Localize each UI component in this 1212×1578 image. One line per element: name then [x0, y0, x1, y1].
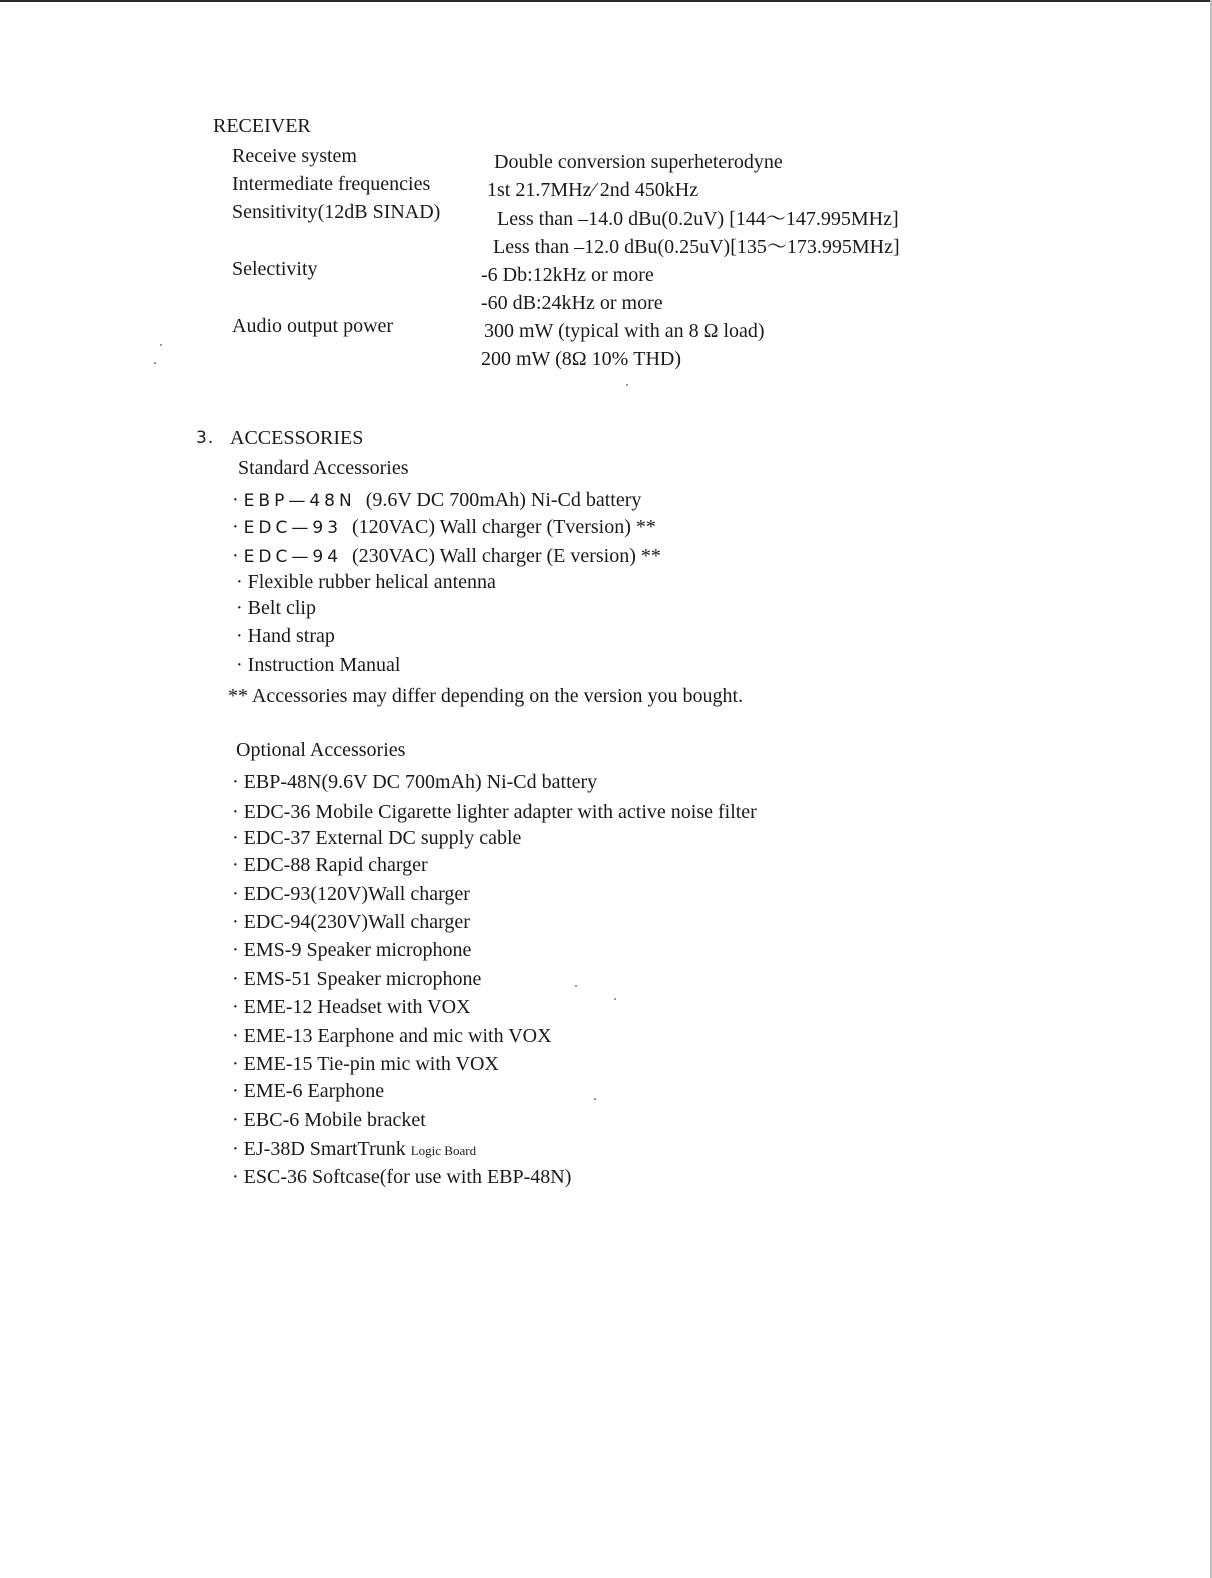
list-item	[236, 624, 335, 648]
item-text: Belt clip	[247, 597, 316, 619]
list-item	[236, 570, 496, 594]
list-item	[232, 910, 470, 934]
list-item	[232, 1108, 426, 1132]
list-item	[232, 995, 471, 1019]
scan-edge-top	[0, 0, 1212, 2]
bullet: ·	[232, 516, 244, 538]
list-item	[232, 1137, 476, 1163]
item-text: (230VAC) Wall charger (E version) **	[352, 545, 661, 567]
item-text: EME-15 Tie-pin mic with VOX	[243, 1053, 499, 1075]
scan-speck	[575, 985, 577, 987]
item-text: EDC-37 External DC supply cable	[243, 827, 522, 849]
item-text: Hand strap	[247, 625, 335, 647]
scan-speck	[154, 362, 156, 364]
optional-accessories-title: Optional Accessories	[236, 739, 406, 761]
bullet: ·	[232, 1109, 244, 1131]
spec-value: -6 Db:12kHz or more	[481, 264, 654, 286]
list-item	[232, 967, 481, 991]
item-text: EDC-88 Rapid charger	[243, 854, 428, 876]
spec-value: Less than –14.0 dBu(0.2uV) [144〜147.995MHz]	[497, 208, 899, 230]
spec-label: Audio output power	[232, 315, 394, 337]
list-item	[232, 488, 641, 513]
bullet: ·	[232, 939, 244, 961]
spec-value: 1st 21.7MHz⁄ 2nd 450kHz	[487, 179, 699, 201]
list-item	[232, 853, 428, 877]
list-item	[236, 596, 316, 620]
bullet: ·	[232, 771, 244, 793]
item-text: EME-12 Headset with VOX	[243, 996, 471, 1018]
spec-label: Receive system	[232, 145, 357, 167]
bullet: ·	[236, 571, 248, 593]
part-code: EDC—93	[243, 518, 343, 538]
scan-speck	[626, 384, 628, 386]
bullet: ·	[236, 625, 248, 647]
item-text: (9.6V DC 700mAh) Ni-Cd battery	[365, 489, 642, 511]
spec-value: 300 mW (typical with an 8 Ω load)	[484, 320, 765, 342]
part-code: EBP—48N	[243, 491, 356, 511]
spec-value: Double conversion superheterodyne	[494, 151, 783, 173]
spec-label: Selectivity	[232, 258, 318, 280]
standard-accessories-title: Standard Accessories	[238, 457, 409, 479]
list-item	[232, 1079, 384, 1103]
item-text: EDC-94(230V)Wall charger	[243, 911, 470, 933]
bullet: ·	[236, 654, 248, 676]
item-text: EDC-36 Mobile Cigarette lighter adapter with active noise filter	[243, 801, 757, 823]
item-text: ESC-36 Softcase(for use with EBP-48N)	[243, 1166, 572, 1188]
list-item	[232, 938, 471, 962]
item-text: Flexible rubber helical antenna	[247, 571, 496, 593]
item-text: EMS-51 Speaker microphone	[243, 968, 482, 990]
bullet: ·	[232, 1053, 244, 1075]
scan-speck	[614, 998, 616, 1000]
bullet: ·	[232, 911, 244, 933]
spec-value: Less than –12.0 dBu(0.25uV)[135〜173.995MHz]	[493, 236, 900, 258]
item-text: EJ-38D SmartTrunk	[243, 1138, 406, 1160]
section-number: 3.	[196, 428, 215, 448]
spec-label: Sensitivity(12dB SINAD)	[232, 201, 441, 223]
bullet: ·	[232, 827, 244, 849]
item-text: Instruction Manual	[247, 654, 401, 676]
scan-speck	[594, 1098, 596, 1100]
list-item	[232, 544, 661, 569]
bullet: ·	[236, 597, 248, 619]
bullet: ·	[232, 1025, 244, 1047]
list-item	[232, 1052, 499, 1076]
spec-value: -60 dB:24kHz or more	[481, 292, 663, 314]
item-text: EMS-9 Speaker microphone	[243, 939, 472, 961]
bullet: ·	[232, 1080, 244, 1102]
bullet: ·	[232, 1138, 244, 1160]
part-code: EDC—94	[243, 547, 343, 567]
list-item	[232, 826, 521, 850]
item-text: (120VAC) Wall charger (Tversion) **	[352, 516, 656, 538]
list-item	[232, 515, 656, 540]
spec-label: Intermediate frequencies	[232, 173, 431, 195]
item-suffix: Logic Board	[410, 1143, 477, 1158]
item-text: EDC-93(120V)Wall charger	[243, 883, 470, 905]
scan-speck	[160, 344, 162, 346]
item-text: EBP-48N(9.6V DC 700mAh) Ni-Cd battery	[243, 771, 598, 793]
bullet: ·	[232, 996, 244, 1018]
accessories-heading: ACCESSORIES	[230, 427, 364, 449]
receiver-heading: RECEIVER	[213, 115, 311, 137]
list-item	[232, 1024, 552, 1048]
item-text: EME-6 Earphone	[243, 1080, 385, 1102]
item-text: EME-13 Earphone and mic with VOX	[243, 1025, 552, 1047]
list-item	[232, 1165, 571, 1189]
version-note: ** Accessories may differ depending on the version you bought.	[228, 685, 744, 707]
bullet: ·	[232, 883, 244, 905]
item-text: EBC-6 Mobile bracket	[243, 1109, 426, 1131]
list-item	[236, 653, 400, 677]
bullet: ·	[232, 801, 244, 823]
bullet: ·	[232, 854, 244, 876]
bullet: ·	[232, 545, 244, 567]
list-item	[232, 800, 757, 824]
bullet: ·	[232, 1166, 244, 1188]
list-item	[232, 770, 597, 794]
spec-value: 200 mW (8Ω 10% THD)	[481, 348, 682, 370]
bullet: ·	[232, 968, 244, 990]
list-item	[232, 882, 470, 906]
bullet: ·	[232, 489, 244, 511]
